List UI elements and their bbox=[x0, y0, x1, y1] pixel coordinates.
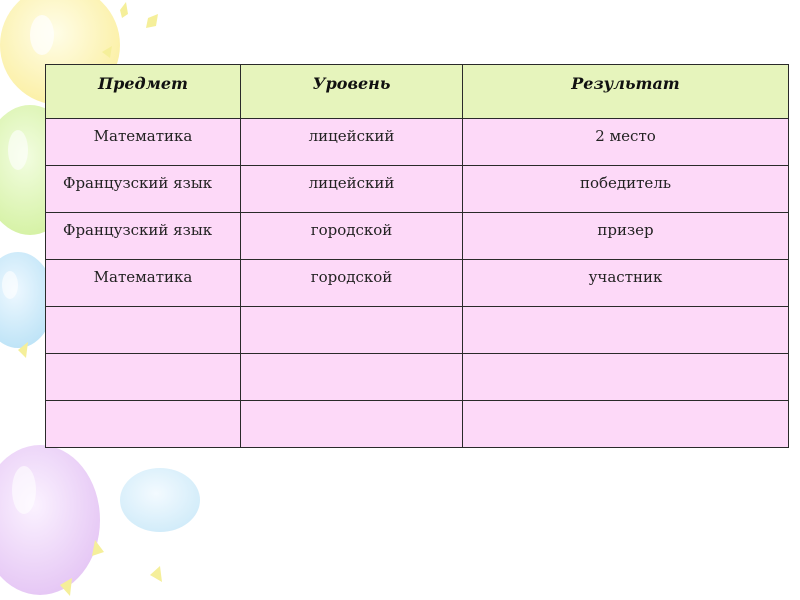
cell-level: городской bbox=[241, 213, 463, 260]
cell-subject bbox=[46, 354, 241, 401]
cell-result: призер bbox=[463, 213, 789, 260]
balloon-blue-small-icon bbox=[120, 468, 200, 532]
cell-level bbox=[241, 307, 463, 354]
balloon-purple-icon bbox=[0, 445, 100, 595]
cell-subject bbox=[46, 307, 241, 354]
table-row bbox=[46, 260, 789, 307]
cell-subject: Французский язык bbox=[46, 213, 241, 260]
cell-result: победитель bbox=[463, 166, 789, 213]
cell-level: городской bbox=[241, 260, 463, 307]
cell-level: лицейский bbox=[241, 166, 463, 213]
cell-level: лицейский bbox=[241, 119, 463, 166]
cell-level bbox=[241, 354, 463, 401]
table-header-row bbox=[46, 65, 789, 119]
table-row-empty bbox=[46, 354, 789, 401]
cell-subject: Математика bbox=[46, 260, 241, 307]
table-row-empty bbox=[46, 307, 789, 354]
results-table bbox=[45, 64, 789, 448]
cell-result bbox=[463, 307, 789, 354]
table-row-empty bbox=[46, 401, 789, 448]
header-result: Результат bbox=[463, 65, 789, 119]
cell-result: 2 место bbox=[463, 119, 789, 166]
cell-subject: Французский язык bbox=[46, 166, 241, 213]
table-row bbox=[46, 166, 789, 213]
cell-result bbox=[463, 401, 789, 448]
cell-subject: Математика bbox=[46, 119, 241, 166]
table-row bbox=[46, 119, 789, 166]
cell-level bbox=[241, 401, 463, 448]
cell-result: участник bbox=[463, 260, 789, 307]
header-subject: Предмет bbox=[46, 65, 241, 119]
cell-result bbox=[463, 354, 789, 401]
header-level: Уровень bbox=[241, 65, 463, 119]
table-row bbox=[46, 213, 789, 260]
cell-subject bbox=[46, 401, 241, 448]
